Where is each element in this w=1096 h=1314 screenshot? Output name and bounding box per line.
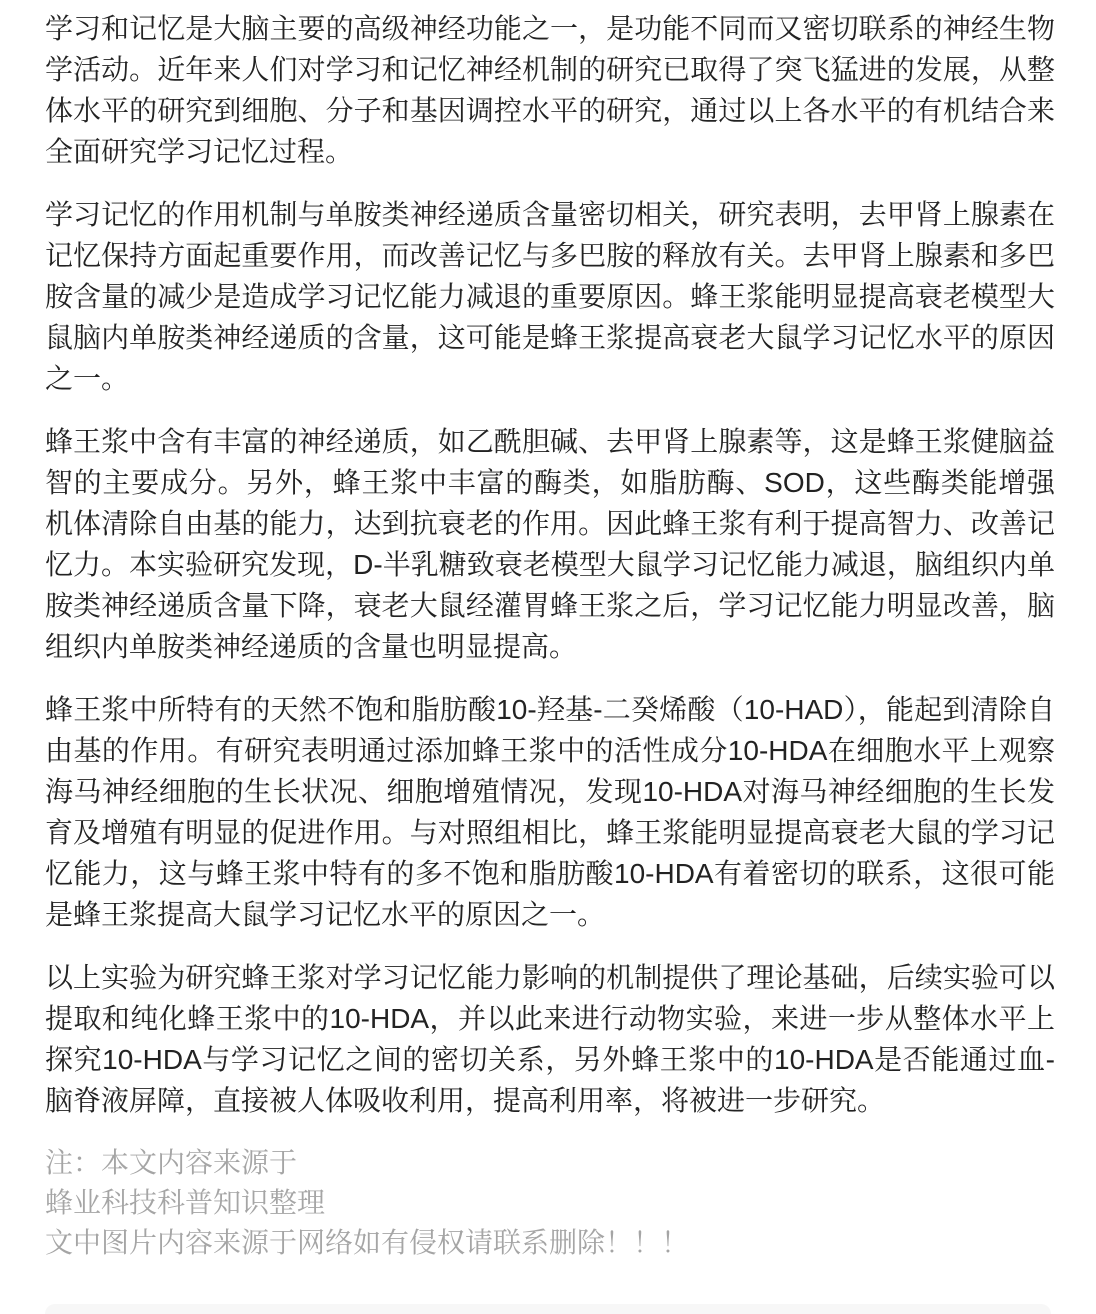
article-paragraph-4: 蜂王浆中所特有的天然不饱和脂肪酸10-羟基-二癸烯酸（10-HAD），能起到清除自由基的作用。有研究表明通过添加蜂王浆中的活性成分10-HDA在细胞水平上观察海马神经细胞的生长状况、细胞增殖情况，发现10-HDA对海马神经细胞的生长发育及增殖有明显的促进作用。与对照组相比，蜂王浆能明显提高衰老大鼠的学习记忆能力，这与蜂王浆中特有的多不饱和脂肪酸10-HDA有着密切的联系，这很可能是蜂王浆提高大鼠学习记忆水平的原因之一。 bbox=[45, 694, 1055, 930]
article-paragraph-3: 蜂王浆中含有丰富的神经递质，如乙酰胆碱、去甲肾上腺素等，这是蜂王浆健脑益智的主要成分。另外，蜂王浆中丰富的酶类，如脂肪酶、SOD，这些酶类能增强机体清除自由基的能力，达到抗衰老的作用。因此蜂王浆有利于提高智力、改善记忆力。本实验研究发现，D-半乳糖致衰老模型大鼠学习记忆能力减退，脑组织内单胺类神经递质含量下降，衰老大鼠经灌胃蜂王浆之后，学习记忆能力明显改善，脑组织内单胺类神经递质的含量也明显提高。 bbox=[45, 426, 1055, 662]
article-paragraph-1: 学习和记忆是大脑主要的高级神经功能之一，是功能不同而又密切联系的神经生物学活动。近年来人们对学习和记忆神经机制的研究已取得了突飞猛进的发展，从整体水平的研究到细胞、分子和基因调控水平的研究，通过以上各水平的有机结合来全面研究学习记忆过程。 bbox=[45, 13, 1055, 167]
source-note-line-1: 注：本文内容来源于 bbox=[45, 1147, 298, 1178]
next-section-card-edge bbox=[45, 1304, 1051, 1314]
article-paragraph-5: 以上实验为研究蜂王浆对学习记忆能力影响的机制提供了理论基础，后续实验可以提取和纯化蜂王浆中的10-HDA，并以此来进行动物实验，来进一步从整体水平上探究10-HDA与学习记忆之间的密切关系，另外蜂王浆中的10-HDA是否能通过血-脑脊液屏障，直接被人体吸收利用，提高利用率，将被进一步研究。 bbox=[45, 962, 1055, 1116]
source-note bbox=[45, 1143, 1055, 1263]
source-note-line-2: 蜂业科技科普知识整理 bbox=[45, 1187, 326, 1218]
article-paragraph-2: 学习记忆的作用机制与单胺类神经递质含量密切相关，研究表明，去甲肾上腺素在记忆保持方面起重要作用，而改善记忆与多巴胺的释放有关。去甲肾上腺素和多巴胺含量的减少是造成学习记忆能力减退的重要原因。蜂王浆能明显提高衰老模型大鼠脑内单胺类神经递质的含量，这可能是蜂王浆提高衰老大鼠学习记忆水平的原因之一。 bbox=[45, 199, 1055, 394]
source-note-line-3: 文中图片内容来源于网络如有侵权请联系删除！！！ bbox=[45, 1227, 690, 1258]
